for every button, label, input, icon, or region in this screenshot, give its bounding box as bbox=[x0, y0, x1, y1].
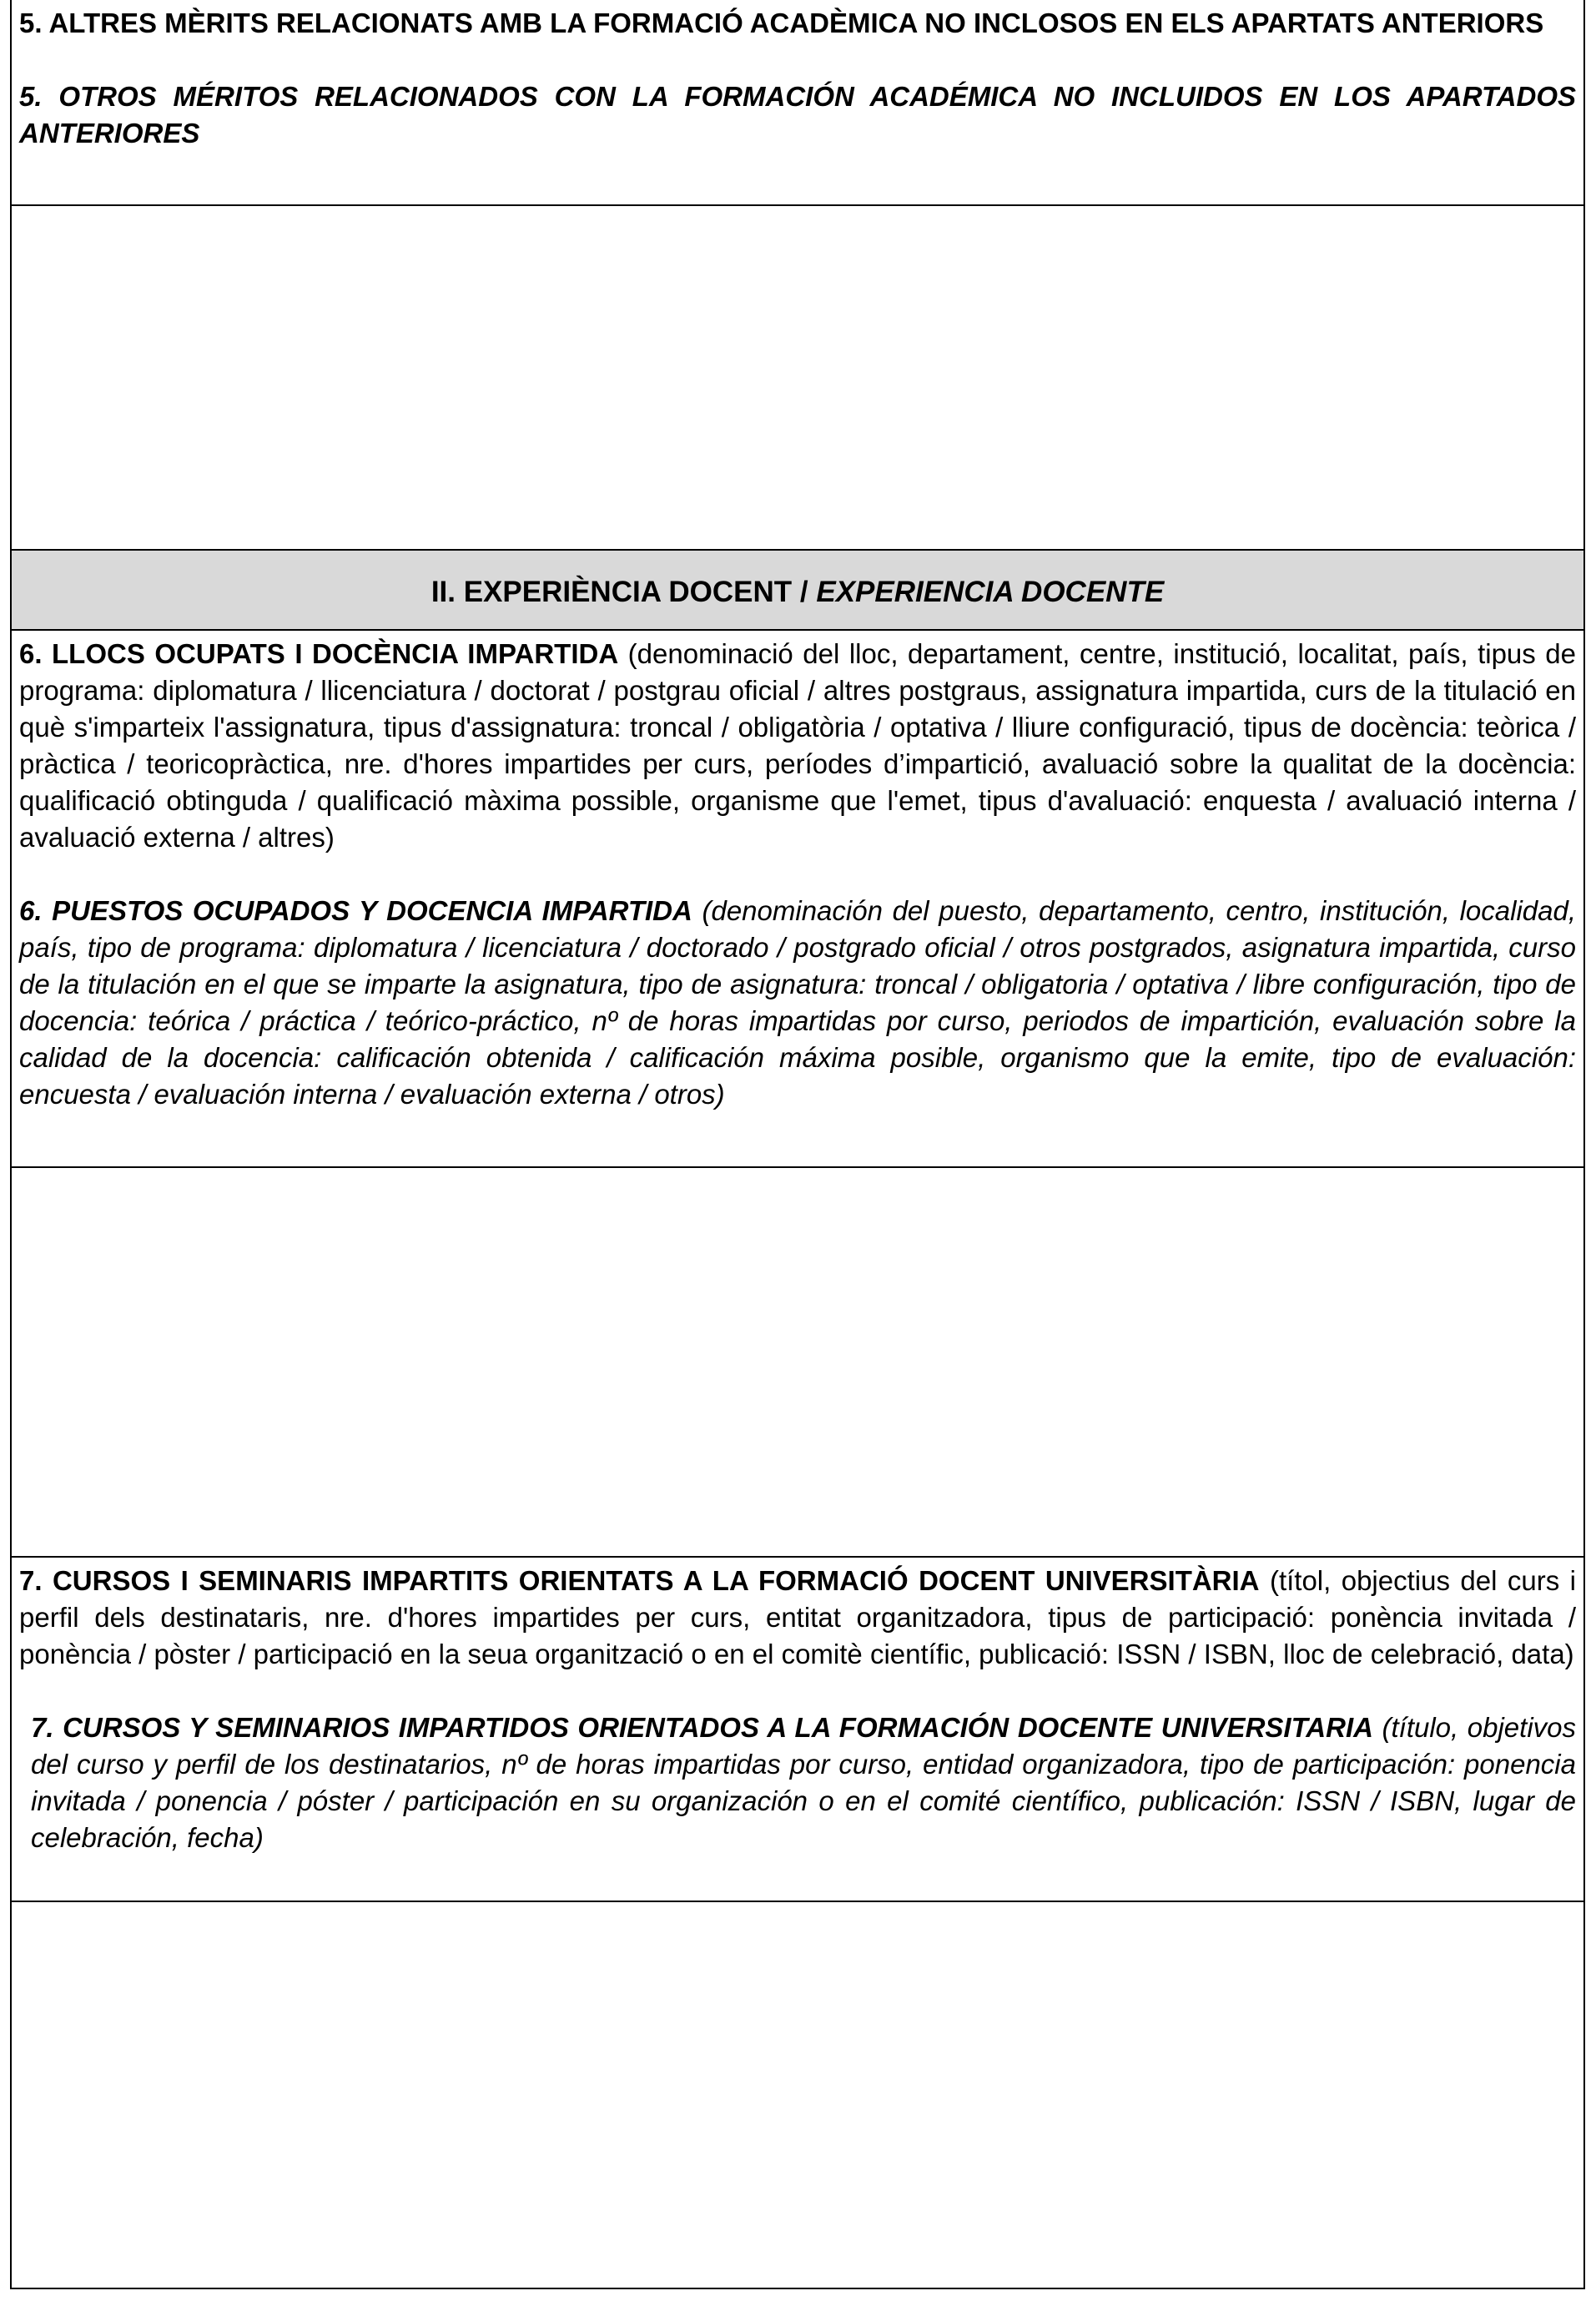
section-7-answer-area[interactable] bbox=[12, 1902, 1583, 2289]
section-7-desc-ca: (títol, objectius del curs i perfil dels destinataris, nre. d'hores impartides per curs, entitat organitzadora, tipus de participació: ponència invitada / ponència / pòster / participació en la seua organització o en el comitè científic, publicació: ISSN / ISBN, lloc de celebració, data) bbox=[19, 1565, 1576, 1669]
section-6-desc-es: (denominación del puesto, departamento, centro, institución, localidad, país, tipo de programa: diplomatura / licenciatura / doctorado / postgrado oficial / otros postgrados, asignatura impartida, curso de la titulación en el que se imparte la asignatura, tipo de asignatura: troncal / obligatoria / optativa / libre configuración, tipo de docencia: teórica / práctica / teórico-práctico, nº de horas impartidas por curso, periodos de impartición, evaluación sobre la calidad de la docencia: calificación obtenida / calificación máxima posible, organismo que la emite, tipo de evaluación: encuesta / evaluación interna / evaluación externa / otros) bbox=[19, 895, 1577, 1110]
section-7-title-es: 7. CURSOS Y SEMINARIOS IMPARTIDOS ORIENTADOS A LA FORMACIÓN DOCENTE UNIVERSITARIA bbox=[31, 1712, 1373, 1743]
section-6-answer-area[interactable] bbox=[12, 1168, 1583, 1558]
section-7-title-ca: 7. CURSOS I SEMINARIS IMPARTITS ORIENTATS A LA FORMACIÓ DOCENT UNIVERSITÀRIA bbox=[19, 1565, 1260, 1596]
section-7-text-es bbox=[19, 1709, 1576, 1856]
section-7-desc-es: (título, objetivos del curso y perfil de los destinatarios, nº de horas impartidas por curso, entidad organizadora, tipo de participación: ponencia invitada / ponencia / póster / participación en su organización o en el comité científico, publicación: ISSN / ISBN, lugar de celebración, fecha) bbox=[31, 1712, 1576, 1853]
cv-form-table bbox=[10, 0, 1585, 2289]
section-6-text-es bbox=[19, 893, 1576, 1113]
section-7-text-ca bbox=[19, 1563, 1576, 1673]
section-6-title-ca: 6. LLOCS OCUPATS I DOCÈNCIA IMPARTIDA bbox=[19, 638, 619, 669]
section-6-text-ca bbox=[19, 636, 1576, 856]
section-5-title-es: 5. OTROS MÉRITOS RELACIONADOS CON LA FORMACIÓN ACADÉMICA NO INCLUIDOS EN LOS APARTADOS ANTERIORES bbox=[19, 81, 1576, 149]
section-6-desc-ca: (denominació del lloc, departament, centre, institució, localitat, país, tipus de programa: diplomatura / llicenciatura / doctorat / postgrau oficial / altres postgraus, assignatura impartida, curs de la titulació en què s'imparteix l'assignatura, tipus d'assignatura: troncal / obligatòria / optativa / lliure configuració, tipus de docència: teòrica / pràctica / teoricopràctica, nre. d'hores impartides per curs, períodes d’impartició, avaluació sobre la qualitat de la docència: qualificació obtinguda / qualificació màxima possible, organisme que l'emet, tipus d'avaluació: enquesta / avaluació interna / avaluació externa / altres) bbox=[19, 638, 1576, 853]
part-2-header-ca: II. EXPERIÈNCIA DOCENT / bbox=[430, 576, 817, 608]
section-5-heading bbox=[12, 0, 1583, 206]
part-2-header bbox=[12, 551, 1583, 631]
section-7-heading bbox=[12, 1558, 1583, 1902]
part-2-header-es: EXPERIENCIA DOCENTE bbox=[816, 576, 1165, 608]
section-6-title-es: 6. PUESTOS OCUPADOS Y DOCENCIA IMPARTIDA bbox=[19, 895, 692, 926]
section-6-heading bbox=[12, 631, 1583, 1168]
section-5-title-ca: 5. ALTRES MÈRITS RELACIONATS AMB LA FORMACIÓ ACADÈMICA NO INCLOSOS EN ELS APARTATS ANTERIORS bbox=[19, 8, 1544, 38]
section-5-answer-area[interactable] bbox=[12, 206, 1583, 551]
